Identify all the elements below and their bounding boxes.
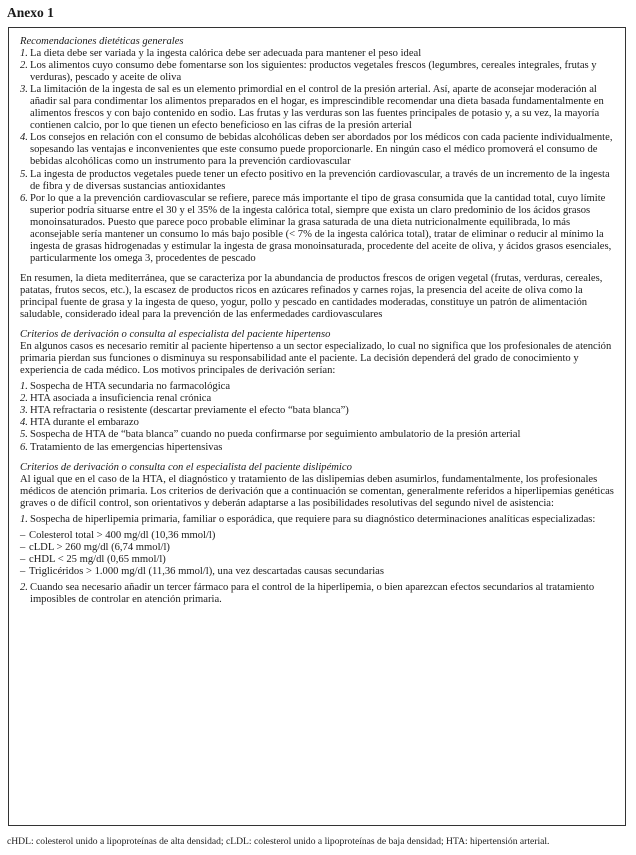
hypertension-intro-paragraph: En algunos casos es necesario remitir al paciente hipertenso a un sector especializado, lo cual no significa que los profesionales de atención primaria pierdan sus funciones o disminuya su responsabilidad ante el paciente. La decisión dependerá del grado de conocimiento y experiencia de cada médico. Los motivos principales de derivación serían: [20, 341, 612, 377]
criteria-item [20, 566, 616, 578]
dash-mark: – [20, 529, 26, 541]
dash-mark: – [20, 565, 26, 577]
criteria-text: cHDL < 25 mg/dl (0,65 mmol/l) [29, 553, 166, 565]
list-item [20, 381, 616, 393]
criteria-item [20, 530, 616, 542]
item-text: La limitación de la ingesta de sal es un elemento primordial en el control de la presión arterial. Así, aparte de aconsejar moderación al añadir sal para condimentar los alimentos preparados en el hogar, es imprescindible recomendar una dieta basada fundamentalmente en alimentos frescos y con bajo contenido en sodio. Las frutas y las verduras son las fuentes principales de potasio y, a su vez, la mayoría contienen calcio, por lo que tienen un efecto beneficioso en las cifras de la presión arterial [30, 84, 604, 132]
list-item [20, 48, 616, 60]
list-item [20, 429, 616, 441]
item-text: Los consejos en relación con el consumo de bebidas alcohólicas deben ser abordados por los médicos con cada paciente individualmente, sopesando las ventajas e inconvenientes que este consumo puede proporcionarle. En ningún caso el médico promoverá el consumo de bebidas alcohólicas como un instrumento para la prevención cardiovascular [30, 132, 613, 168]
list-item [20, 169, 616, 193]
criteria-text: Triglicéridos > 1.000 mg/dl (11,36 mmol/l), una vez descartadas causas secundarias [29, 565, 384, 577]
item-text: La ingesta de productos vegetales puede tener un efecto positivo en la prevención cardiovascular, a través de un incremento de la ingesta de fibra y de diversas sustancias antioxidantes [30, 168, 610, 192]
list-item [20, 393, 616, 405]
item-number: 1. [20, 48, 28, 60]
item-text: Los alimentos cuyo consumo debe fomentarse son los siguientes: productos vegetales frescos (legumbres, cereales integrales, frutas y verduras), pescado y aceite de oliva [30, 60, 597, 84]
item-number: 3. [20, 84, 28, 96]
list-item [20, 582, 616, 606]
list-item [20, 193, 616, 265]
item-text: Por lo que a la prevención cardiovascular se refiere, parece más importante el tipo de grasa consumida que la cantidad total, cuyo límite superior podría situarse entre el 30 y el 35% de la ingesta calórica total, siempre que exista un claro predominio de los ácidos grasos monoinsaturados. Puesto que parece poco probable eliminar la grasa saturada de una dieta nutricionalmente equilibrada, lo más aconsejable sería mantener un consumo lo más bajo posible (< 7% de la ingesta calórica total), tratar de eliminar o reducir al mínimo la ingesta de grasas hidrogenadas y estimular la ingesta de grasa monoinsaturada, procedente del aceite de oliva, y ácidos grasos esenciales, particularmente los omega 3, procedentes de pescado [30, 192, 612, 264]
item-number: 3. [20, 405, 28, 417]
list-item [20, 514, 616, 526]
dyslipidemia-intro-paragraph: Al igual que en el caso de la HTA, el diagnóstico y tratamiento de las dislipemias deben asumirlos, fundamentalmente, los profesionales médicos de atención primaria. Los criterios de derivación que a continuación se comentan, generalmente referidos a hiperlipemias genéticas graves o de difícil control, son orientativos y deberán adaptarse a las posibilidades resolutivas del segundo nivel de asistencia: [20, 473, 614, 509]
item-text: Sospecha de hiperlipemia primaria, familiar o esporádica, que requiere para su diagnóstico determinaciones analíticas especializadas: [30, 513, 596, 525]
item-number: 4. [20, 132, 28, 144]
item-number: 1. [20, 513, 28, 525]
item-number: 5. [20, 429, 28, 441]
item-number: 6. [20, 192, 28, 204]
item-number: 2. [20, 393, 28, 405]
item-text: HTA refractaria o resistente (descartar previamente el efecto “bata blanca”) [30, 405, 349, 417]
list-item [20, 84, 616, 132]
item-number: 6. [20, 441, 28, 453]
section-heading-dyslipidemia: Criterios de derivación o consulta con el especialista del paciente dislipémico [20, 461, 352, 473]
section-heading-hypertension: Criterios de derivación o consulta al especialista del paciente hipertenso [20, 329, 331, 341]
item-number: 1. [20, 381, 28, 393]
item-text: Tratamiento de las emergencias hipertensivas [30, 441, 223, 453]
item-text: HTA asociada a insuficiencia renal crónica [30, 393, 212, 405]
item-text: Cuando sea necesario añadir un tercer fármaco para el control de la hiperlipemia, o bien aparezcan efectos secundarios al tratamiento imposibles de controlar en atención primaria. [30, 581, 595, 606]
item-text: Sospecha de HTA de “bata blanca” cuando no pueda confirmarse por seguimiento ambulatorio de la presión arterial [30, 429, 521, 441]
annex-title: Anexo 1 [7, 5, 54, 20]
list-item [20, 417, 616, 429]
diet-summary-paragraph: En resumen, la dieta mediterránea, que se caracteriza por la abundancia de productos frescos de origen vegetal (frutas, verduras, cereales, patatas, frutos secos, etc.), la escasez de productos ricos en azúcares refinados y carnes rojas, la presencia del aceite de oliva como la principal fuente de grasa y la ingesta de queso, yogur, pollo y pescado en cantidades moderadas, constituye un patrón de alimentación saludable, considerado ideal para la prevención de las enfermedades cardiovasculares [20, 272, 603, 321]
dash-mark: – [20, 553, 26, 565]
dash-mark: – [20, 541, 26, 553]
criteria-item [20, 542, 616, 554]
item-number: 2. [20, 60, 28, 72]
list-item [20, 442, 616, 454]
section-heading-diet: Recomendaciones dietéticas generales [20, 36, 184, 47]
list-item [20, 60, 616, 84]
list-item [20, 405, 616, 417]
criteria-item [20, 554, 616, 566]
criteria-text: Colesterol total > 400 mg/dl (10,36 mmol/l) [29, 529, 216, 541]
abbreviations-footnote: cHDL: colesterol unido a lipoproteínas de alta densidad; cLDL: colesterol unido a lipoproteínas de baja densidad; HTA: hipertensión arterial. [7, 836, 550, 847]
item-number: 5. [20, 168, 28, 180]
item-number: 4. [20, 417, 28, 429]
item-number: 2. [20, 581, 28, 593]
item-text: La dieta debe ser variada y la ingesta calórica debe ser adecuada para mantener el peso ideal [30, 48, 422, 60]
list-item [20, 132, 616, 168]
item-text: Sospecha de HTA secundaria no farmacológica [30, 381, 231, 393]
criteria-text: cLDL > 260 mg/dl (6,74 mmol/l) [29, 541, 170, 553]
item-text: HTA durante el embarazo [30, 417, 139, 429]
annex-content-box [8, 27, 626, 826]
